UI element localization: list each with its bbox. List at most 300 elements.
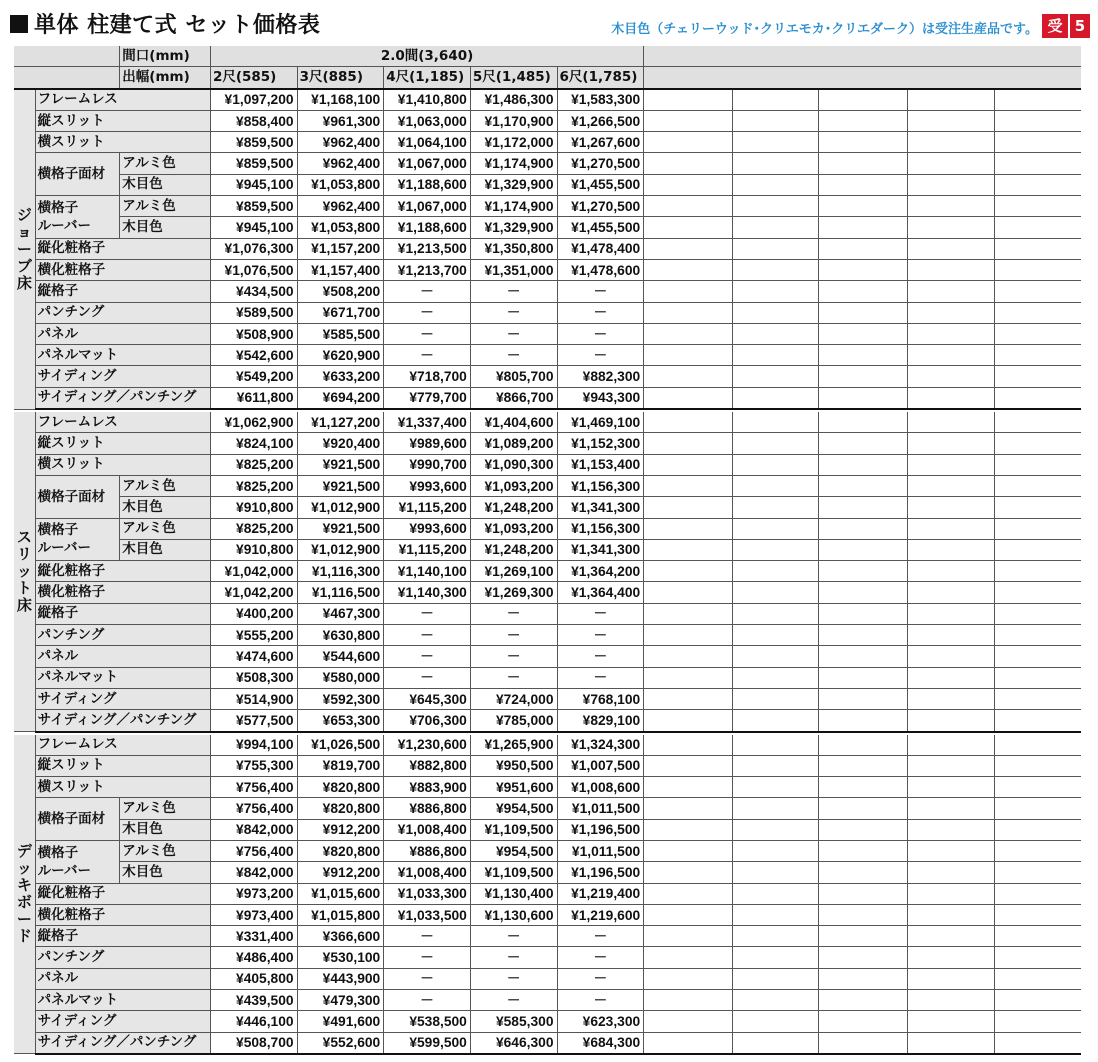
price-table	[14, 46, 1081, 1055]
price-cell: ¥859,500	[210, 153, 297, 174]
price-cell: ¥514,900	[210, 688, 297, 709]
row-label: パネル	[35, 646, 210, 667]
empty-cell	[819, 497, 908, 518]
row-label: 縦格子	[35, 926, 210, 947]
table-row	[14, 990, 1081, 1011]
empty-cell	[732, 217, 819, 238]
empty-cell	[908, 539, 995, 560]
price-cell: ¥508,200	[297, 281, 384, 302]
empty-cell	[994, 667, 1081, 688]
width-label: 間口(mm)	[120, 46, 211, 67]
price-cell: ¥508,300	[210, 667, 297, 688]
empty-cell	[644, 667, 733, 688]
price-cell: ¥943,300	[557, 387, 644, 409]
row-label: サイディング／パンチング	[35, 387, 210, 409]
empty-cell	[644, 110, 733, 131]
empty-cell	[819, 603, 908, 624]
empty-cell	[908, 174, 995, 195]
price-cell: ¥1,156,300	[557, 475, 644, 496]
empty-cell	[908, 798, 995, 819]
row-label: 横スリット	[35, 132, 210, 153]
price-cell: ¥1,351,000	[470, 259, 557, 280]
price-cell: ¥912,200	[297, 862, 384, 883]
empty-cell	[908, 366, 995, 387]
empty-cell	[732, 646, 819, 667]
row-label: 縦スリット	[35, 755, 210, 776]
empty-cell	[819, 646, 908, 667]
table-row	[14, 1032, 1081, 1054]
empty-cell	[819, 582, 908, 603]
table-row	[14, 646, 1081, 667]
empty-cell	[908, 153, 995, 174]
price-cell: ¥577,500	[210, 710, 297, 732]
price-cell: ¥994,100	[210, 735, 297, 756]
price-cell: ¥630,800	[297, 625, 384, 646]
price-cell: ¥589,500	[210, 302, 297, 323]
table-row	[14, 497, 1081, 518]
price-cell: ¥1,011,500	[557, 798, 644, 819]
row-label: 横化粧格子	[35, 904, 210, 925]
section-label: スリット床	[14, 412, 35, 731]
price-cell: ¥1,341,300	[557, 539, 644, 560]
price-cell: ¥479,300	[297, 990, 384, 1011]
empty-cell	[644, 688, 733, 709]
empty-cell	[994, 582, 1081, 603]
row-label: フレームレス	[35, 735, 210, 756]
header-row-depth	[14, 67, 1081, 89]
row-label: パネルマット	[35, 345, 210, 366]
price-cell: ¥1,067,000	[384, 196, 471, 217]
empty-cell	[732, 345, 819, 366]
empty-cell	[644, 625, 733, 646]
price-cell: ¥1,033,500	[384, 904, 471, 925]
price-cell: ¥962,400	[297, 153, 384, 174]
empty-cell	[994, 819, 1081, 840]
price-cell: ¥724,000	[470, 688, 557, 709]
empty-cell	[908, 387, 995, 409]
row-label: サイディング	[35, 688, 210, 709]
empty-cell	[644, 947, 733, 968]
table-row	[14, 89, 1081, 111]
order-note: 木目色（チェリーウッド･クリエモカ･クリエダーク）は受注生産品です。	[611, 22, 1038, 37]
table-row	[14, 904, 1081, 925]
empty-cell	[908, 625, 995, 646]
empty-cell	[994, 238, 1081, 259]
row-label: 縦スリット	[35, 110, 210, 131]
price-cell: ¥950,500	[470, 755, 557, 776]
empty-cell	[644, 497, 733, 518]
row-label: サイディング	[35, 366, 210, 387]
price-cell: ¥1,115,200	[384, 497, 471, 518]
title-text: 単体 柱建て式 セット価格表	[34, 13, 321, 38]
table-row	[14, 387, 1081, 409]
price-cell: －	[384, 302, 471, 323]
table-row	[14, 582, 1081, 603]
row-label: パネルマット	[35, 990, 210, 1011]
price-cell: ¥599,500	[384, 1032, 471, 1054]
price-cell: ¥756,400	[210, 777, 297, 798]
price-cell: ¥633,200	[297, 366, 384, 387]
price-cell: ¥883,900	[384, 777, 471, 798]
price-cell: ¥1,089,200	[470, 433, 557, 454]
empty-cell	[994, 110, 1081, 131]
table-row	[14, 798, 1081, 819]
price-cell: ¥1,042,200	[210, 582, 297, 603]
price-cell: ¥1,140,100	[384, 561, 471, 582]
table-row	[14, 667, 1081, 688]
price-cell: ¥653,300	[297, 710, 384, 732]
empty-cell	[732, 735, 819, 756]
empty-cell	[994, 174, 1081, 195]
price-cell: －	[470, 990, 557, 1011]
empty-cell	[819, 735, 908, 756]
price-cell: ¥1,329,900	[470, 217, 557, 238]
empty-cell	[908, 904, 995, 925]
empty-cell	[994, 153, 1081, 174]
row-group-label-part: 横格子	[37, 844, 79, 861]
price-cell: ¥1,265,900	[470, 735, 557, 756]
empty-cell	[819, 990, 908, 1011]
price-cell: ¥755,300	[210, 755, 297, 776]
price-cell: ¥954,500	[470, 840, 557, 861]
empty-cell	[732, 667, 819, 688]
empty-cell	[819, 89, 908, 111]
empty-cell	[908, 735, 995, 756]
empty-cell	[644, 412, 733, 433]
price-cell: ¥1,174,900	[470, 153, 557, 174]
empty-cell	[732, 926, 819, 947]
empty-cell	[908, 433, 995, 454]
empty-cell	[732, 238, 819, 259]
empty-cell	[819, 132, 908, 153]
price-cell: ¥1,196,500	[557, 819, 644, 840]
col-header: 4尺(1,185)	[384, 67, 471, 89]
empty-cell	[908, 819, 995, 840]
table-row	[14, 777, 1081, 798]
empty-cell	[908, 667, 995, 688]
price-cell: ¥825,200	[210, 518, 297, 539]
price-cell: －	[470, 302, 557, 323]
empty-cell	[644, 323, 733, 344]
section-label: デッキボード	[14, 735, 35, 1054]
price-cell: －	[557, 990, 644, 1011]
price-cell: ¥467,300	[297, 603, 384, 624]
price-cell: ¥912,200	[297, 819, 384, 840]
empty-cell	[819, 259, 908, 280]
empty-cell	[819, 1011, 908, 1032]
empty-cell	[994, 777, 1081, 798]
price-cell: ¥684,300	[557, 1032, 644, 1054]
row-label: パンチング	[35, 302, 210, 323]
table-row	[14, 433, 1081, 454]
empty-cell	[819, 840, 908, 861]
price-cell: ¥859,500	[210, 132, 297, 153]
empty-cell	[732, 862, 819, 883]
table-row	[14, 281, 1081, 302]
empty-cell	[994, 990, 1081, 1011]
empty-cell	[994, 497, 1081, 518]
empty-cell	[908, 582, 995, 603]
table-row	[14, 819, 1081, 840]
empty-cell	[994, 302, 1081, 323]
price-cell: ¥1,116,500	[297, 582, 384, 603]
empty-cell	[819, 883, 908, 904]
empty-cell	[819, 302, 908, 323]
empty-cell	[908, 1032, 995, 1054]
empty-cell	[732, 366, 819, 387]
row-group-label: 横格子面材	[35, 153, 120, 196]
empty-cell	[908, 497, 995, 518]
price-cell: ¥820,800	[297, 798, 384, 819]
empty-cell	[908, 412, 995, 433]
col-header: 2尺(585)	[210, 67, 297, 89]
price-cell: ¥886,800	[384, 798, 471, 819]
price-cell: ¥820,800	[297, 777, 384, 798]
price-cell: ¥1,486,300	[470, 89, 557, 111]
empty-cell	[994, 926, 1081, 947]
price-cell: ¥706,300	[384, 710, 471, 732]
empty-cell	[732, 625, 819, 646]
row-label: 横スリット	[35, 454, 210, 475]
price-cell: ¥973,200	[210, 883, 297, 904]
price-cell: ¥1,109,500	[470, 819, 557, 840]
empty-cell	[819, 947, 908, 968]
empty-cell	[908, 454, 995, 475]
price-cell: ¥1,090,300	[470, 454, 557, 475]
price-cell: ¥1,410,800	[384, 89, 471, 111]
price-cell: ¥446,100	[210, 1011, 297, 1032]
row-group-label: 横格子面材	[35, 475, 120, 518]
price-cell: ¥552,600	[297, 1032, 384, 1054]
price-cell: ¥611,800	[210, 387, 297, 409]
price-cell: ¥1,455,500	[557, 174, 644, 195]
empty-cell	[819, 968, 908, 989]
row-label: 横スリット	[35, 777, 210, 798]
price-cell: ¥768,100	[557, 688, 644, 709]
price-cell: ¥1,053,800	[297, 217, 384, 238]
empty-cell	[644, 798, 733, 819]
empty-cell	[819, 926, 908, 947]
price-cell: ¥1,230,600	[384, 735, 471, 756]
empty-cell	[732, 840, 819, 861]
price-cell: ¥1,015,600	[297, 883, 384, 904]
empty-cell	[819, 196, 908, 217]
empty-cell	[908, 688, 995, 709]
price-cell: ¥443,900	[297, 968, 384, 989]
empty-cell	[644, 862, 733, 883]
row-label: サイディング	[35, 1011, 210, 1032]
width-value: 2.0間(3,640)	[210, 46, 643, 67]
price-cell: ¥1,130,400	[470, 883, 557, 904]
empty-cell	[732, 561, 819, 582]
empty-cell	[819, 755, 908, 776]
price-cell: －	[384, 947, 471, 968]
row-group-label-part: ルーバー	[37, 862, 91, 879]
price-cell: ¥331,400	[210, 926, 297, 947]
price-cell: ¥920,400	[297, 433, 384, 454]
row-sublabel: 木目色	[120, 539, 211, 560]
table-row	[14, 947, 1081, 968]
table-row	[14, 862, 1081, 883]
price-cell: ¥544,600	[297, 646, 384, 667]
table-row	[14, 475, 1081, 496]
empty-cell	[732, 819, 819, 840]
price-cell: ¥842,000	[210, 862, 297, 883]
row-label: パンチング	[35, 947, 210, 968]
price-cell: －	[557, 646, 644, 667]
empty-cell	[732, 947, 819, 968]
price-cell: ¥825,200	[210, 454, 297, 475]
empty-cell	[908, 132, 995, 153]
price-cell: －	[384, 281, 471, 302]
empty-cell	[732, 798, 819, 819]
empty-cell	[994, 366, 1081, 387]
empty-cell	[819, 323, 908, 344]
table-row	[14, 345, 1081, 366]
empty-cell	[994, 259, 1081, 280]
row-label: 縦スリット	[35, 433, 210, 454]
empty-cell	[732, 153, 819, 174]
empty-cell	[644, 539, 733, 560]
empty-cell	[644, 345, 733, 366]
empty-cell	[994, 646, 1081, 667]
price-cell: ¥1,188,600	[384, 174, 471, 195]
price-cell: ¥990,700	[384, 454, 471, 475]
price-cell: ¥1,364,400	[557, 582, 644, 603]
price-cell: －	[470, 345, 557, 366]
price-cell: ¥508,900	[210, 323, 297, 344]
empty-cell	[908, 259, 995, 280]
empty-cell	[908, 561, 995, 582]
empty-cell	[819, 904, 908, 925]
price-cell: ¥1,011,500	[557, 840, 644, 861]
empty-cell	[732, 582, 819, 603]
row-label: 横化粧格子	[35, 582, 210, 603]
table-row	[14, 968, 1081, 989]
price-cell: －	[384, 667, 471, 688]
empty-cell	[819, 518, 908, 539]
price-cell: ¥1,062,900	[210, 412, 297, 433]
depth-label: 出幅(mm)	[120, 67, 211, 89]
price-cell: ¥1,188,600	[384, 217, 471, 238]
price-cell: ¥1,063,000	[384, 110, 471, 131]
empty-cell	[732, 110, 819, 131]
empty-cell	[732, 603, 819, 624]
price-cell: ¥993,600	[384, 475, 471, 496]
price-cell: ¥858,400	[210, 110, 297, 131]
price-cell: ¥1,455,500	[557, 217, 644, 238]
price-cell: ¥1,337,400	[384, 412, 471, 433]
empty-cell	[994, 387, 1081, 409]
empty-cell	[819, 153, 908, 174]
price-cell: ¥1,012,900	[297, 539, 384, 560]
table-row	[14, 688, 1081, 709]
empty-cell	[994, 539, 1081, 560]
price-cell: ¥592,300	[297, 688, 384, 709]
empty-cell	[732, 196, 819, 217]
row-sublabel: 木目色	[120, 497, 211, 518]
price-cell: ¥921,500	[297, 475, 384, 496]
empty-cell	[644, 132, 733, 153]
col-header: 6尺(1,785)	[557, 67, 644, 89]
price-cell: －	[470, 625, 557, 646]
empty-cell	[819, 862, 908, 883]
price-cell: ¥1,093,200	[470, 518, 557, 539]
price-cell: ¥646,300	[470, 1032, 557, 1054]
table-row	[14, 132, 1081, 153]
empty-cell	[819, 433, 908, 454]
empty-cell	[644, 968, 733, 989]
price-cell: ¥1,478,400	[557, 238, 644, 259]
empty-cell	[908, 968, 995, 989]
price-cell: ¥842,000	[210, 819, 297, 840]
empty-cell	[819, 475, 908, 496]
empty-cell	[908, 475, 995, 496]
empty-cell	[732, 710, 819, 732]
row-label: フレームレス	[35, 412, 210, 433]
empty-cell	[644, 518, 733, 539]
price-cell: ¥1,170,900	[470, 110, 557, 131]
row-label: パンチング	[35, 625, 210, 646]
price-cell: ¥1,270,500	[557, 153, 644, 174]
price-cell: ¥1,130,600	[470, 904, 557, 925]
empty-cell	[644, 603, 733, 624]
empty-cell	[994, 217, 1081, 238]
price-cell: ¥886,800	[384, 840, 471, 861]
price-cell: ¥1,219,400	[557, 883, 644, 904]
price-cell: ¥1,127,200	[297, 412, 384, 433]
price-cell: －	[384, 990, 471, 1011]
price-cell: ¥859,500	[210, 196, 297, 217]
price-cell: ¥530,100	[297, 947, 384, 968]
empty-cell	[819, 412, 908, 433]
price-cell: －	[557, 947, 644, 968]
table-row	[14, 302, 1081, 323]
empty-cell	[819, 539, 908, 560]
price-cell: ¥1,157,200	[297, 238, 384, 259]
price-cell: ¥882,800	[384, 755, 471, 776]
price-cell: －	[470, 667, 557, 688]
empty-cell	[908, 110, 995, 131]
price-cell: ¥819,700	[297, 755, 384, 776]
price-cell: ¥756,400	[210, 798, 297, 819]
empty-cell	[908, 518, 995, 539]
empty-cell	[908, 603, 995, 624]
empty-cell	[644, 883, 733, 904]
row-sublabel: 木目色	[120, 819, 211, 840]
empty-cell	[732, 323, 819, 344]
table-row	[14, 840, 1081, 861]
row-group-label-part: 横格子	[37, 522, 79, 539]
empty-cell	[732, 990, 819, 1011]
empty-cell	[732, 89, 819, 111]
price-cell: ¥491,600	[297, 1011, 384, 1032]
page-title	[10, 8, 320, 39]
price-cell: ¥1,168,100	[297, 89, 384, 111]
price-cell: ¥910,800	[210, 497, 297, 518]
empty-cell	[994, 688, 1081, 709]
empty-cell	[908, 710, 995, 732]
table-row	[14, 412, 1081, 433]
price-cell: ¥1,269,300	[470, 582, 557, 603]
row-sublabel: アルミ色	[120, 475, 211, 496]
empty-cell	[644, 387, 733, 409]
empty-cell	[994, 798, 1081, 819]
row-label: 縦格子	[35, 281, 210, 302]
price-cell: ¥366,600	[297, 926, 384, 947]
price-cell: －	[470, 603, 557, 624]
empty-cell	[644, 755, 733, 776]
